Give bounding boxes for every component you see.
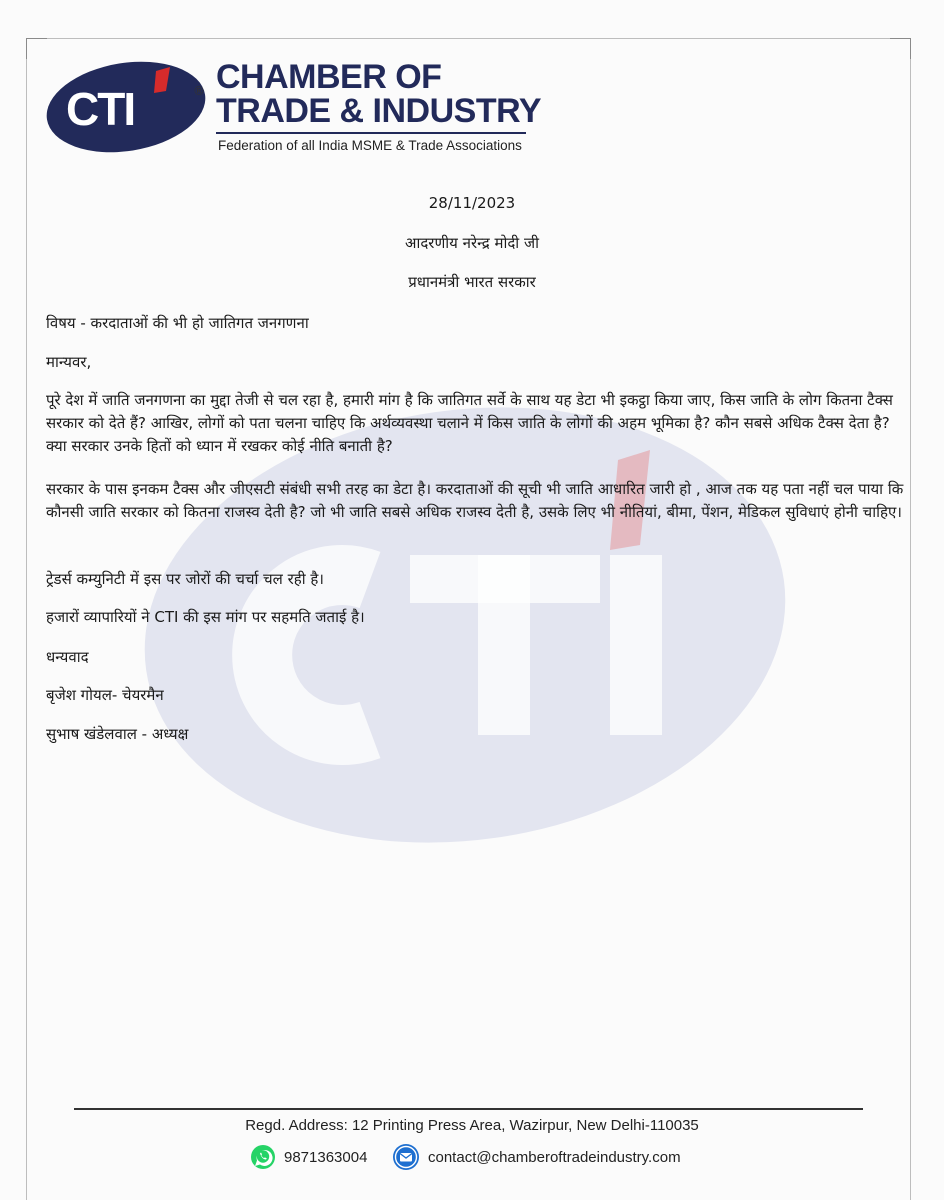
page-border-top (26, 38, 911, 39)
registered-mark: ® (193, 84, 205, 98)
letter-paragraph: पूरे देश में जाति जनगणना का मुद्दा तेजी से चल रहा है, हमारी मांग है कि जातिगत सर्वे के साथ यह डेटा भी इकट्ठा किया जाए, किस जाति के लोग कितना टैक्स सरकार को देते हैं? आखिर, लोगों को पता चलना चाहिए कि अर्थव्यवस्था चलाने में किस जाति के लोगों की अहम भूमिका है? कौन सबसे अधिक टैक्स देता है? क्या सरकार उनके हितों को ध्यान में रखकर कोई नीति बनाती है? (46, 391, 893, 455)
whatsapp-icon (250, 1144, 276, 1170)
footer-divider (74, 1108, 863, 1110)
email-icon (392, 1143, 420, 1171)
page-border-left (26, 38, 27, 1200)
footer-phone (250, 1143, 367, 1171)
crop-mark-top-right (890, 38, 911, 59)
cti-logo (44, 57, 210, 153)
footer-address: Regd. Address: 12 Printing Press Area, Wazirpur, New Delhi-110035 (245, 1117, 699, 1134)
org-name (216, 60, 541, 128)
recipient-title: प्रधानमंत्री भारत सरकार (408, 273, 536, 291)
signatory-president: सुभाष खंडेलवाल - अध्यक्ष (46, 725, 189, 743)
org-subtitle: Federation of all India MSME & Trade Associations (218, 138, 522, 153)
letter-closing: धन्यवाद (46, 648, 89, 666)
org-name-line-2: TRADE & INDUSTRY (216, 92, 542, 130)
phone-number: 9871363004 (284, 1148, 368, 1166)
crop-mark-top-left (26, 38, 47, 59)
letter-greeting: मान्यवर, (46, 353, 92, 371)
recipient-name: आदरणीय नरेन्द्र मोदी जी (405, 234, 539, 252)
signatory-chairman: बृजेश गोयल- चेयरमैन (46, 686, 164, 704)
footer-email (392, 1143, 681, 1171)
org-name-underline (216, 132, 526, 134)
letter-date: 28/11/2023 (428, 194, 516, 212)
page-border-right (910, 38, 911, 1200)
letter-paragraph: हजारों व्यापारियों ने CTI की इस मांग पर सहमति जताई है। (46, 608, 365, 626)
email-address[interactable]: contact@chamberoftradeindustry.com (428, 1148, 681, 1166)
letter-subject: विषय - करदाताओं की भी हो जातिगत जनगणना (46, 314, 309, 332)
org-name-line-1: CHAMBER OF (216, 58, 442, 96)
logo-text: CTI (66, 83, 135, 135)
letter-paragraph: सरकार के पास इनकम टैक्स और जीएसटी संबंधी सभी तरह का डेटा है। करदाताओं की सूची भी जाति आधारित जारी हो , आज तक यह पता नहीं चल पाया कि कौनसी जाति सरकार को कितना राजस्व देती है? जो भी जाति सबसे अधिक राजस्व देती है, उसके लिए भी नीतियां, बीमा, पेंशन, मेडिकल सुविधाएं होनी चाहिए। (46, 480, 904, 521)
letter-paragraph: ट्रेडर्स कम्युनिटी में इस पर जोरों की चर्चा चल रही है। (46, 570, 324, 588)
